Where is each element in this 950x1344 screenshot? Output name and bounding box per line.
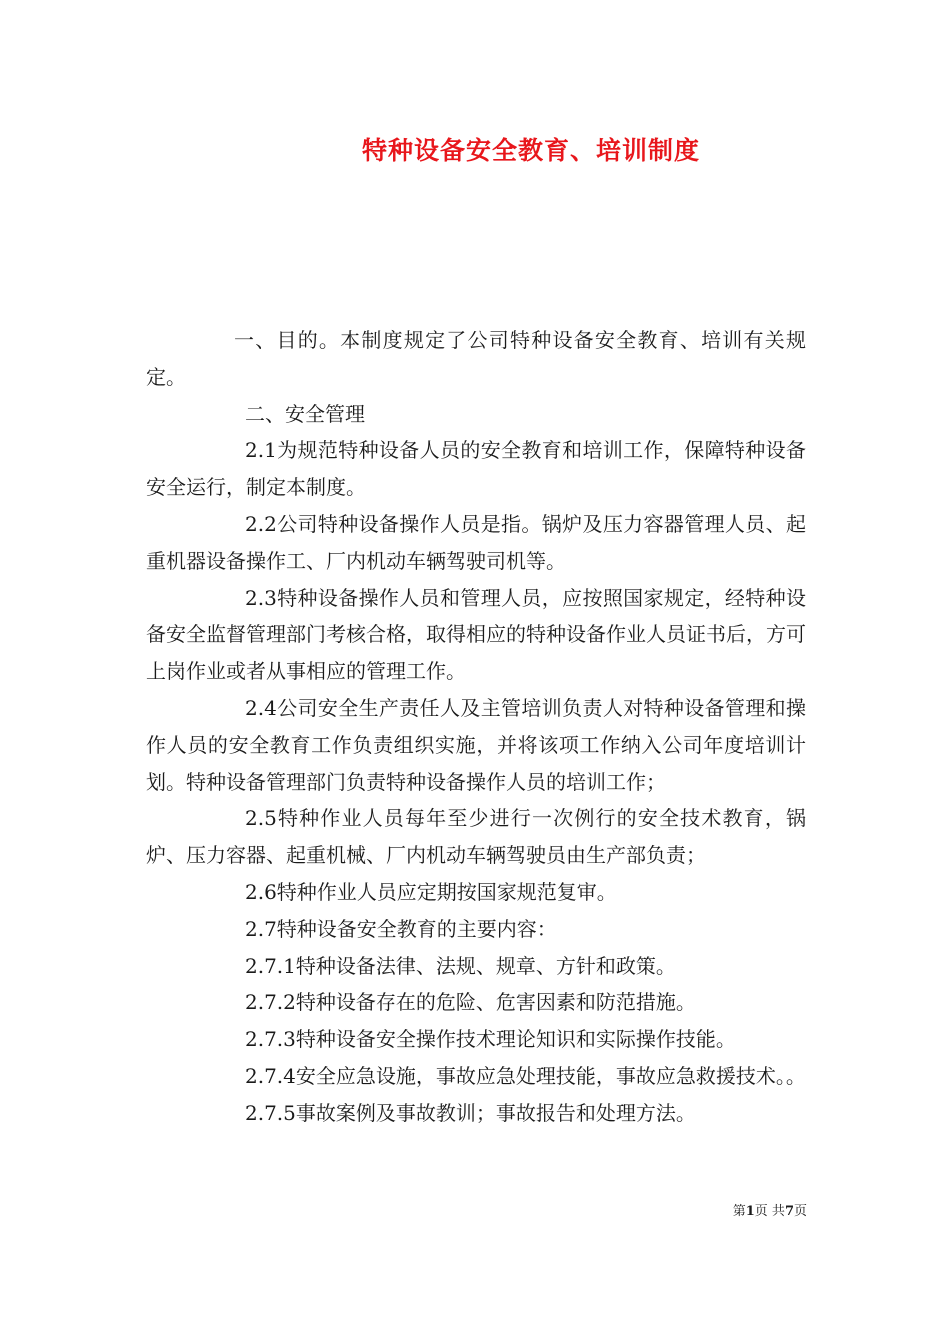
paragraph-2-1: 2.1为规范特种设备人员的安全教育和培训工作，保障特种设备安全运行，制定本制度。 (146, 438, 806, 500)
paragraph-2-7: 2.7特种设备安全教育的主要内容： (245, 916, 557, 941)
footer-prefix: 第 (732, 1204, 746, 1219)
footer-current-page: 1 (745, 1204, 755, 1219)
paragraph-2-7-2: 2.7.2特种设备存在的危险、危害因素和防范措施。 (245, 990, 696, 1015)
paragraph-2-7-5: 2.7.5事故案例及事故教训；事故报告和处理方法。 (245, 1100, 696, 1125)
paragraph-2-4: 2.4公司安全生产责任人及主管培训负责人对特种设备管理和操作人员的安全教育工作负责组织实施，并将该项工作纳入公司年度培训计划。特种设备管理部门负责特种设备操作人员的培训工作； (146, 695, 806, 794)
footer-middle: 页 共 (754, 1204, 785, 1219)
page-number-footer (733, 1203, 807, 1221)
paragraph-2-5: 2.5特种作业人员每年至少进行一次例行的安全技术教育，锅炉、压力容器、起重机械、厂内机动车辆驾驶员由生产部负责； (146, 806, 806, 868)
paragraph-section-heading: 二、安全管理 (245, 401, 365, 426)
footer-total-pages: 7 (784, 1204, 794, 1219)
paragraph-2-7-4: 2.7.4安全应急设施，事故应急处理技能，事故应急救援技术。。 (245, 1063, 806, 1088)
paragraph-2-3: 2.3特种设备操作人员和管理人员，应按照国家规定，经特种设备安全监督管理部门考核合格，取得相应的特种设备作业人员证书后，方可上岗作业或者从事相应的管理工作。 (146, 585, 806, 684)
paragraph-2-7-1: 2.7.1特种设备法律、法规、规章、方针和政策。 (245, 953, 676, 978)
paragraph-2-2: 2.2公司特种设备操作人员是指。锅炉及压力容器管理人员、起重机器设备操作工、厂内机动车辆驾驶司机等。 (146, 511, 806, 573)
document-title: 特种设备安全教育、培训制度 (361, 136, 700, 165)
paragraph-purpose: 一、目的。本制度规定了公司特种设备安全教育、培训有关规定。 (146, 328, 806, 389)
document-body (146, 322, 806, 1132)
paragraph-2-7-3: 2.7.3特种设备安全操作技术理论知识和实际操作技能。 (245, 1027, 736, 1052)
paragraph-2-6: 2.6特种作业人员应定期按国家规范复审。 (245, 879, 617, 904)
footer-suffix: 页 (793, 1204, 807, 1219)
